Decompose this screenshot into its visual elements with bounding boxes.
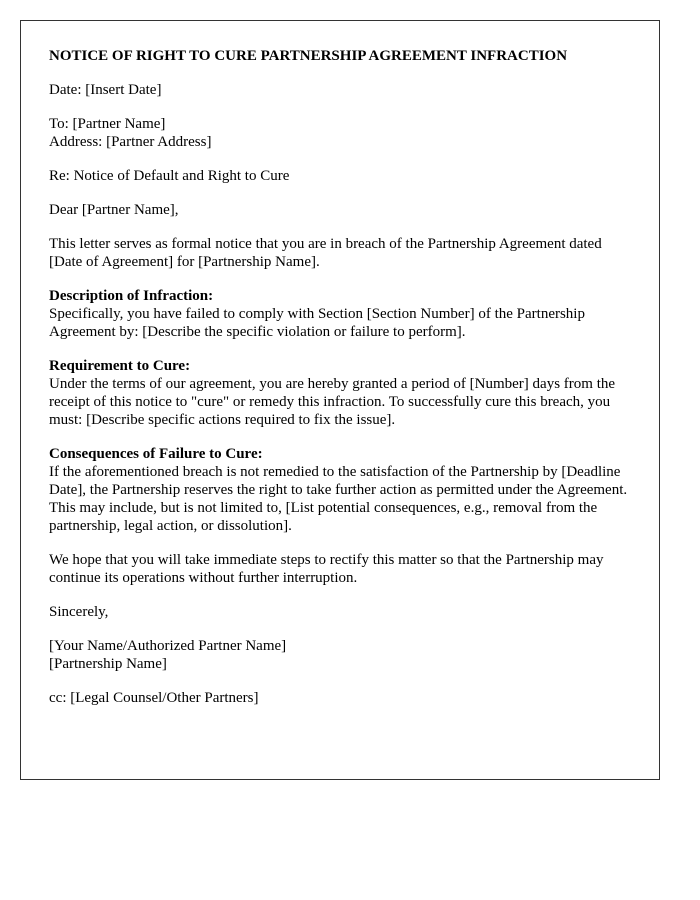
recipient-address: Address: [Partner Address]	[49, 134, 212, 150]
closing-paragraph: We hope that you will take immediate steps to rectify this matter so that the Partnership may continue its operations without further interruption.	[49, 552, 604, 586]
cc-line: cc: [Legal Counsel/Other Partners]	[49, 690, 259, 706]
cure-section	[49, 357, 631, 429]
sign-off: Sincerely,	[49, 604, 109, 620]
infraction-body: Specifically, you have failed to comply with Section [Section Number] of the Partnership Agreement by: [Describe the specific violation or failure to perform].	[49, 306, 585, 340]
signer-name: [Your Name/Authorized Partner Name]	[49, 638, 287, 654]
letter-page	[20, 20, 660, 780]
salutation: Dear [Partner Name],	[49, 202, 179, 218]
subject-line: Re: Notice of Default and Right to Cure	[49, 168, 290, 184]
infraction-heading: Description of Infraction:	[49, 288, 214, 304]
consequences-section	[49, 445, 631, 535]
signature-block	[49, 637, 631, 673]
consequences-heading: Consequences of Failure to Cure:	[49, 446, 263, 462]
letter-title: NOTICE OF RIGHT TO CURE PARTNERSHIP AGREEMENT INFRACTION	[49, 48, 568, 64]
cure-heading: Requirement to Cure:	[49, 358, 191, 374]
recipient-name: To: [Partner Name]	[49, 116, 166, 132]
cure-body: Under the terms of our agreement, you are hereby granted a period of [Number] days from the receipt of this notice to "cure" or remedy this infraction. To successfully cure this breach, you must: [Describe specific actions required to fix the issue].	[49, 376, 616, 428]
recipient-block	[49, 115, 631, 151]
intro-paragraph: This letter serves as formal notice that you are in breach of the Partnership Agreement dated [Date of Agreement] for [Partnership Name].	[49, 236, 602, 270]
consequences-body: If the aforementioned breach is not remedied to the satisfaction of the Partnership by [Deadline Date], the Partnership reserves the right to take further action as permitted under the Agreement. This may include, but is not limited to, [List potential consequences, e.g., removal from the partnership, legal action, or dissolution].	[49, 464, 628, 534]
infraction-section	[49, 287, 631, 341]
letter-date: Date: [Insert Date]	[49, 82, 162, 98]
signer-partnership: [Partnership Name]	[49, 656, 167, 672]
